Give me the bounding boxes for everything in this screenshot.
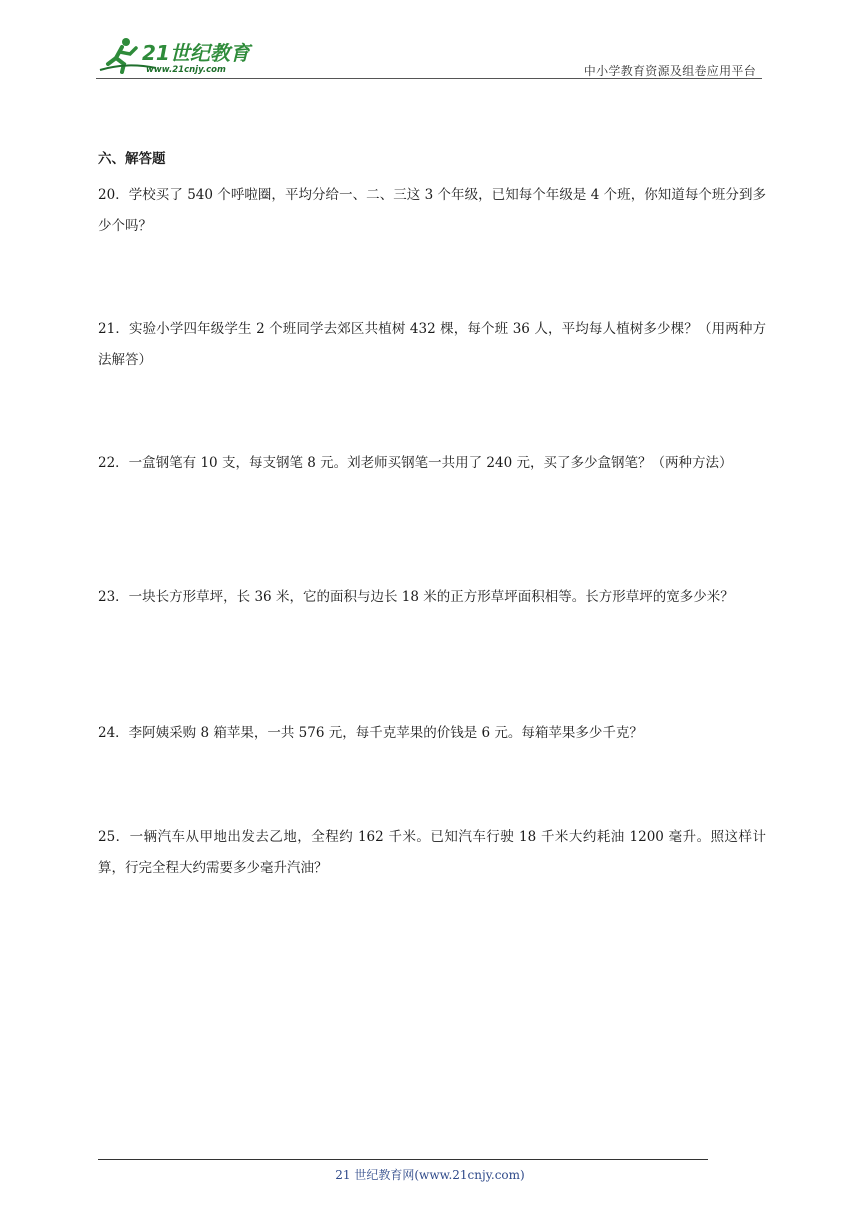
question-21: 21．实验小学四年级学生 2 个班同学去郊区共植树 432 棵，每个班 36 人，平均每人植树多少棵？（用两种方法解答） bbox=[98, 321, 766, 368]
section-title: 六、解答题 bbox=[98, 151, 166, 167]
main-content bbox=[98, 148, 766, 876]
logo-text: 21世纪教育 bbox=[142, 41, 250, 65]
logo-url-text: www.21cnjy.com bbox=[146, 65, 226, 75]
question-24: 24．李阿姨采购 8 箱苹果，一共 576 元，每千克苹果的价钱是 6 元。每箱苹果多少千克？ bbox=[98, 725, 643, 741]
footer-divider bbox=[98, 1159, 708, 1160]
site-logo bbox=[96, 34, 266, 78]
page-header bbox=[96, 34, 762, 78]
header-divider bbox=[96, 78, 762, 79]
question-20: 20．学校买了 540 个呼啦圈，平均分给一、二、三这 3 个年级，已知每个年级是 4 个班，你知道每个班分到多少个吗？ bbox=[98, 187, 766, 234]
question-23: 23．一块长方形草坪，长 36 米，它的面积与边长 18 米的正方形草坪面积相等。长方形草坪的宽多少米？ bbox=[98, 589, 734, 605]
question-25: 25．一辆汽车从甲地出发去乙地，全程约 162 千米。已知汽车行驶 18 千米大约耗油 1200 毫升。照这样计算，行完全程大约需要多少毫升汽油？ bbox=[98, 829, 766, 876]
platform-name: 中小学教育资源及组卷应用平台 bbox=[583, 64, 756, 78]
question-22: 22．一盒钢笔有 10 支，每支钢笔 8 元。刘老师买钢笔一共用了 240 元，买了多少盒钢笔？（两种方法） bbox=[98, 455, 733, 471]
footer-text: 21 世纪教育网(www.21cnjy.com) bbox=[335, 1168, 525, 1182]
